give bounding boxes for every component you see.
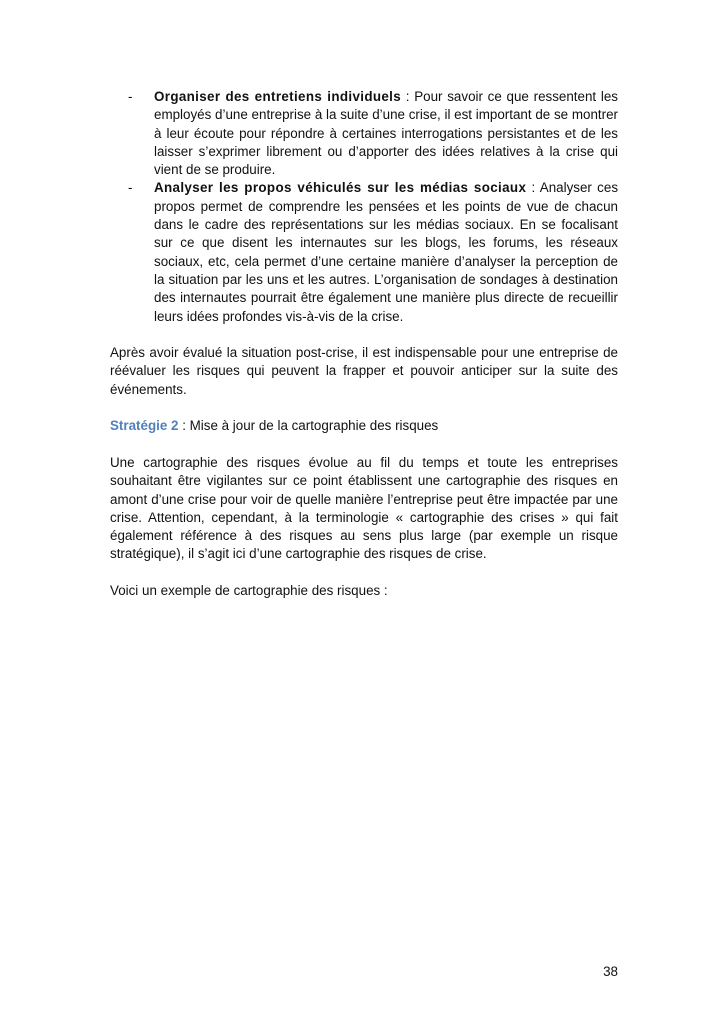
bullet-lead: Organiser des entretiens individuels — [154, 89, 402, 104]
page-number: 38 — [603, 964, 618, 979]
paragraph-post-crise: Après avoir évalué la situation post-crise, il est indispensable pour une entreprise de réévaluer les risques qui peuvent la frapper et pouvoir anticiper sur la suite des événements. — [110, 345, 618, 397]
paragraph-exemple: Voici un exemple de cartographie des risques : — [110, 583, 388, 599]
strategy-heading — [110, 417, 618, 435]
bullet-item-medias-sociaux — [110, 179, 618, 325]
bullet-dash: - — [128, 89, 133, 104]
paragraph-cartographie: Une cartographie des risques évolue au fil du temps et toute les entreprises souhaitant être vigilantes sur ce point établissent une cartographie des risques en amont d’une crise pour voir de quelle manière l’entreprise peut être impactée par une crise. Attention, cependant, à la terminologie « cartographie des crises » qui fait également référence à des risques au sens plus large (par exemple un risque stratégique), il s’agit ici d’une cartographie des risques de crise. — [110, 454, 618, 562]
bullet-dash: - — [128, 180, 133, 196]
bullet-text: : Analyser ces propos permet de comprendre les pensées et les points de vue de chacun dans le cadre des représentations sur les médias sociaux. En se focalisant sur ce que disent les internautes sur les blogs, les forums, les réseaux sociaux, etc, cela permet d’une certaine manière d’analyser la perception de la situation par les uns et les autres. L’organisation de sondages à destination des internautes pourrait être également une manière plus directe de recueillir leurs idées profondes vis-à-vis de la crise. — [154, 180, 619, 324]
strategy-title: : Mise à jour de la cartographie des risques — [178, 418, 439, 434]
bullet-item-entretiens — [110, 88, 618, 179]
bullet-lead: Analyser les propos véhiculés sur les médias sociaux — [154, 180, 527, 196]
strategy-label: Stratégie 2 — [110, 418, 179, 434]
bullet-list — [110, 88, 618, 326]
page-content — [110, 88, 618, 600]
bullet-text: : Pour savoir ce que ressentent les employés d’une entreprise à la suite d’une crise, il est important de se montrer à leur écoute pour répondre à certaines interrogations persistantes et de les laisser s’exprimer librement ou d’apporter des idées relatives à la crise qui vient de se produire. — [154, 89, 618, 178]
